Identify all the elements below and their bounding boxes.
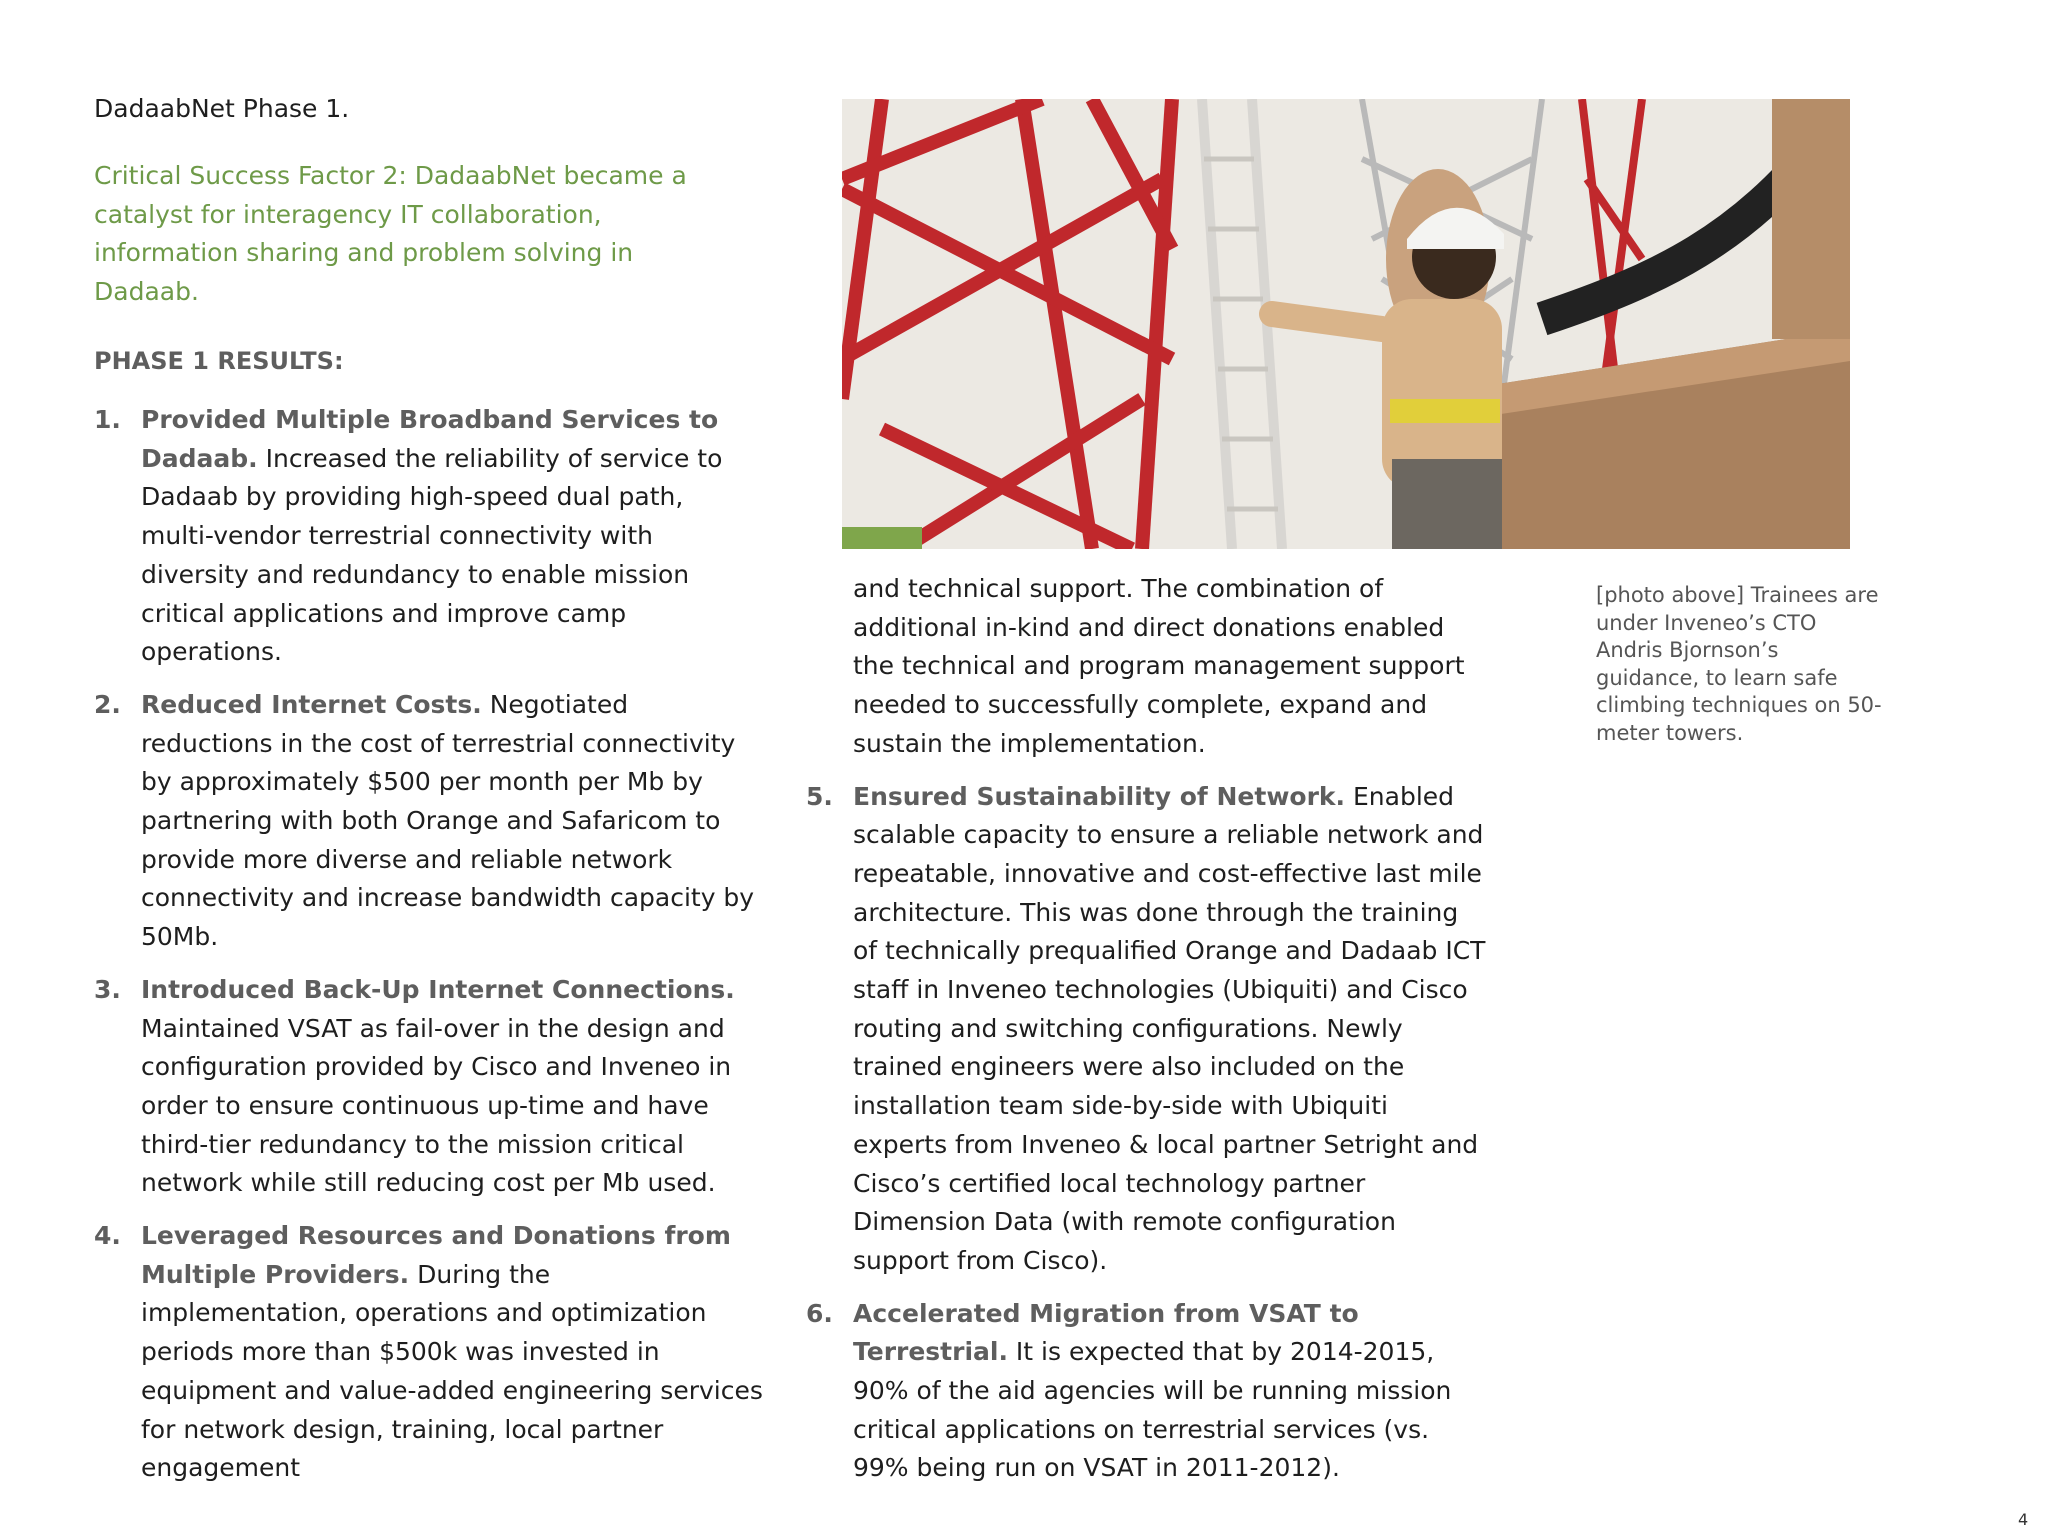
result-title: Reduced Internet Costs.	[141, 689, 482, 719]
page-title: DadaabNet Phase 1.	[94, 94, 350, 123]
result-number: 1.	[94, 405, 121, 434]
page-number: 4	[2018, 1510, 2029, 1529]
result-number: 6.	[806, 1298, 833, 1328]
result-number: 4.	[94, 1221, 121, 1251]
results-heading: PHASE 1 RESULTS:	[94, 347, 344, 375]
result-item-3	[94, 971, 764, 1203]
result-body: It is expected that by 2014-2015, 90% of the aid agencies will be running mission critical applications on terrestrial services (vs. 99% being run on VSAT in 2011-2012).	[853, 1337, 1452, 1483]
critical-success-factor: Critical Success Factor 2: DadaabNet became a catalyst for interagency IT collaboration, information sharing and problem solving in Dadaab.	[94, 161, 687, 307]
result-item-4	[94, 1217, 764, 1488]
results-list-left	[94, 401, 764, 1502]
result-body: During the implementation, operations and optimization periods more than $500k was invested in equipment and value-added engineering services for network design, training, local partner engagement	[141, 1259, 763, 1483]
result-title: Accelerated Migration from VSAT to Terrestrial.	[853, 1298, 1359, 1367]
result-title: Leveraged Resources and Donations from Multiple Providers.	[141, 1221, 731, 1289]
result-number: 2.	[94, 689, 121, 719]
result-title: Introduced Back-Up Internet Connections.	[141, 974, 735, 1004]
result-body: Maintained VSAT as fail-over in the design and configuration provided by Cisco and Inveneo in order to ensure continuous up-time and have third-tier redundancy to the mission critical network while still reducing cost per Mb used.	[141, 1013, 732, 1198]
tower-photo-illustration	[842, 99, 1850, 549]
result-number: 3.	[94, 974, 121, 1004]
result-item-4-continued: and technical support. The combination of additional in-kind and direct donations enabled the technical and program management support needed to successfully complete, expand and sustain the implementation.	[853, 574, 1465, 758]
result-title: Ensured Sustainability of Network.	[853, 781, 1346, 811]
result-title: Provided Multiple Broadband Services to Dadaab.	[141, 405, 719, 473]
result-item-5	[806, 778, 1486, 1281]
result-body: Increased the reliability of service to Dadaab by providing high-speed dual path, multi-vendor terrestrial connectivity with diversity and redundancy to enable mission critical applications and improve camp operations.	[141, 443, 723, 667]
result-number: 5.	[806, 781, 833, 811]
photo-caption: [photo above] Trainees are under Inveneo’s CTO Andris Bjornson’s guidance, to learn safe climbing techniques on 50-meter towers.	[1596, 583, 1882, 745]
tower-climbing-photo	[842, 99, 1850, 549]
result-item-2	[94, 686, 764, 957]
result-item-1	[94, 401, 764, 672]
result-body: Enabled scalable capacity to ensure a reliable network and repeatable, innovative and cost-effective last mile architecture. This was done through the training of technically prequalified Orange and Dadaab ICT staff in Inveneo technologies (Ubiquiti) and Cisco routing and switching configurations. Newly trained engineers were also included on the installation team side-by-side with Ubiquiti experts from Inveneo & local partner Setright and Cisco’s certified local technology partner Dimension Data (with remote configuration support from Cisco).	[853, 781, 1486, 1275]
result-body: Negotiated reductions in the cost of terrestrial connectivity by approximately $500 per month per Mb by partnering with both Orange and Safaricom to provide more diverse and reliable network connectivity and increase bandwidth capacity by 50Mb.	[141, 689, 755, 952]
results-list-right	[806, 570, 1486, 1502]
result-item-6	[806, 1295, 1486, 1489]
